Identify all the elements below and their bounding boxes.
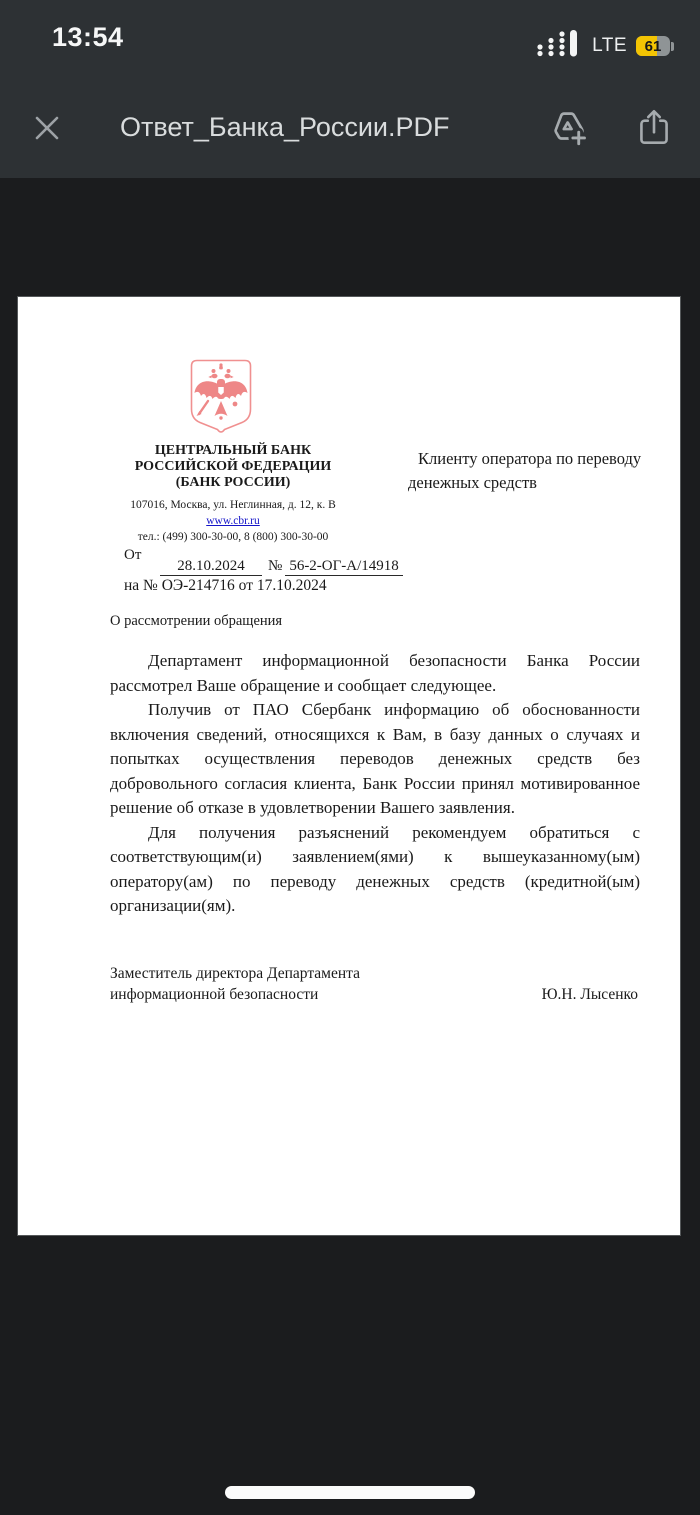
status-bar [0,0,700,76]
add-to-drive-button[interactable] [548,107,590,151]
sender-phone: тел.: (499) 300-30-00, 8 (800) 300-30-00 [137,531,329,543]
body-paragraph-2: Получив от ПАО Сбербанк информацию об обоснованности включения сведений, относящихся к Вам, в базу данных о случаях и попытках осуществления переводов денежных средств без добровольного согласия клиента, Банк России принял мотивированное решение об отказе в удовлетворении Вашего заявления. [110,700,640,817]
sender-contact-block [83,497,383,545]
body-paragraph-1: Департамент информационной безопасности Банка России рассмотрел Ваше обращение и сообщает следующее. [110,651,640,695]
recipient-block [408,447,656,495]
signer-name: Ю.Н. Лысенко [541,986,638,1003]
signer-position [110,963,360,1005]
coat-of-arms-emblem [190,359,252,435]
reference-values [160,558,403,576]
signer-position-line2: информационной безопасности [110,986,319,1003]
reference-number: 56-2-ОГ-А/14918 [285,558,403,576]
close-button[interactable] [28,110,66,148]
share-icon [635,105,673,152]
reference-from-label: От [124,547,142,563]
letter-body [110,649,640,919]
top-chrome [0,0,700,178]
reference-date: 28.10.2024 [160,558,262,576]
document-page[interactable] [17,296,681,1236]
sender-address: 107016, Москва, ул. Неглинная, д. 12, к. В [130,499,336,511]
reference-number-sign: № [268,558,283,574]
sender-website-link[interactable]: www.cbr.ru [206,515,260,527]
recipient-line1: Клиенту оператора по переводу [418,449,642,468]
status-right-cluster [535,30,674,62]
battery-percent: 61 [644,37,662,55]
letter-subject: О рассмотрении обращения [110,613,283,629]
share-button[interactable] [634,105,674,151]
add-to-drive-icon [548,107,590,152]
body-paragraph-3: Для получения разъяснений рекомендуем обратиться с соответствующим(и) заявлением(ями) к вышеуказанному(ым) оператору(ам) по переводу денежных средств (кредитной(ым) организации(ям). [110,822,640,915]
document-title: Ответ_Банка_России.PDF [120,112,450,142]
signal-strength-icon [535,30,583,62]
in-reply-to-reference: на № ОЭ-214716 от 17.10.2024 [124,577,327,594]
sender-name-line1: ЦЕНТРАЛЬНЫЙ БАНК [154,443,312,458]
recipient-line2: денежных средств [408,473,537,492]
pdf-viewer-toolbar [0,76,700,178]
battery-icon [636,36,674,56]
home-indicator[interactable] [225,1486,475,1499]
close-icon [31,112,63,147]
status-time: 13:54 [52,22,124,52]
signer-position-line1: Заместитель директора Департамента [110,965,360,982]
battery-tip [671,42,674,51]
sender-name-line2: РОССИЙСКОЙ ФЕДЕРАЦИИ [134,459,332,474]
sender-name-line3: (БАНК РОССИИ) [175,475,291,490]
signature-block [110,963,638,1005]
sender-name [83,443,383,491]
network-type-label: LTE [592,35,627,56]
